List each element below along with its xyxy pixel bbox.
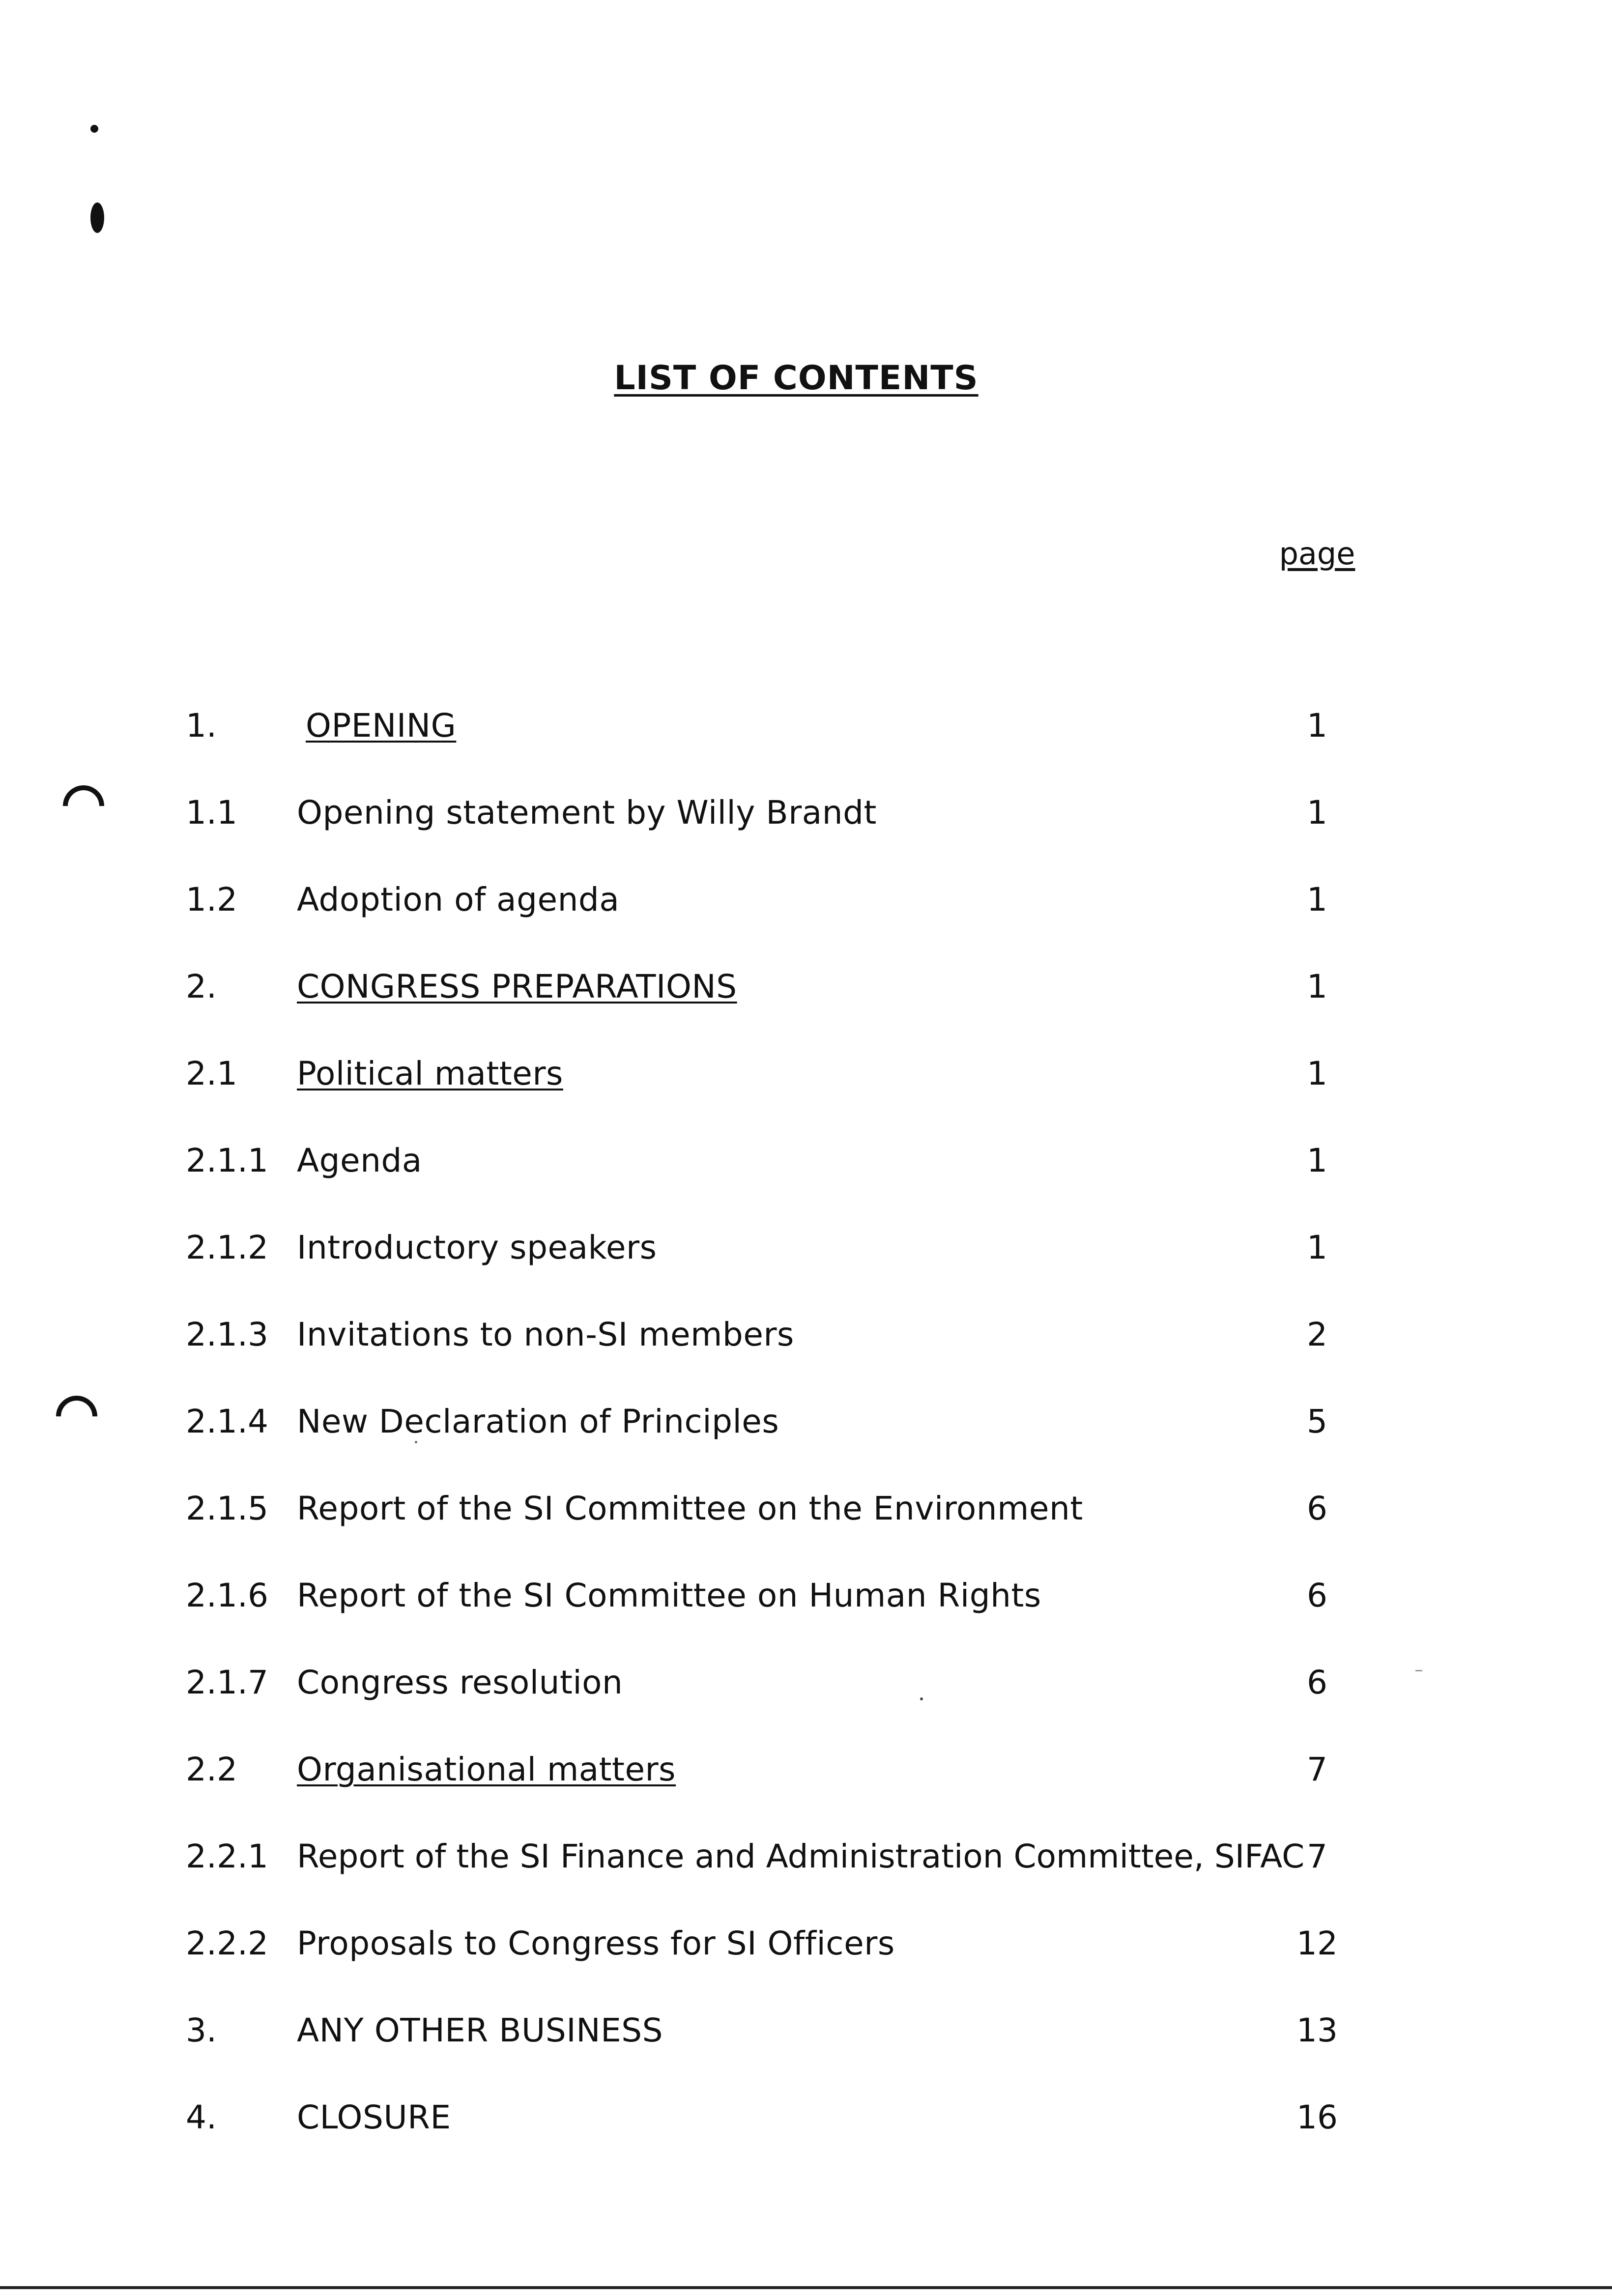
document-title: LIST OF CONTENTS xyxy=(614,359,979,398)
toc-entry-number: 2.1.7 xyxy=(186,1664,268,1701)
toc-entry xyxy=(0,1139,1612,1226)
toc-entry xyxy=(0,2095,1612,2182)
toc-entry-page: 6 xyxy=(1307,1577,1327,1614)
toc-entry-number: 2. xyxy=(186,968,217,1005)
toc-entry-page: 1 xyxy=(1307,1229,1327,1266)
toc-entry-number: 2.1.3 xyxy=(186,1316,268,1353)
toc-entry-title: Organisational matters xyxy=(297,1751,676,1788)
toc-entry-page: 7 xyxy=(1307,1751,1327,1788)
toc-entry-number: 2.1.4 xyxy=(186,1403,268,1440)
toc-entry-title: Introductory speakers xyxy=(297,1229,657,1266)
toc-entry-title: Report of the SI Finance and Administration Committee, SIFAC xyxy=(297,1837,1305,1875)
scan-dot xyxy=(90,125,98,133)
toc-entry-number: 1.2 xyxy=(186,881,237,918)
toc-entry-page: 16 xyxy=(1296,2098,1338,2136)
scan-blot xyxy=(90,202,104,233)
toc-entry-page: 2 xyxy=(1307,1316,1327,1353)
toc-entry xyxy=(0,791,1612,878)
toc-entry-number: 2.1.2 xyxy=(186,1229,268,1266)
toc-entry-title: Report of the SI Committee on Human Rights xyxy=(297,1577,1041,1614)
toc-entry-number: 2.1.1 xyxy=(186,1142,268,1179)
toc-entry-title: Report of the SI Committee on the Environment xyxy=(297,1490,1083,1527)
toc-entry-page: 1 xyxy=(1307,881,1327,918)
toc-entry xyxy=(0,1400,1612,1487)
toc-entry-title: Proposals to Congress for SI Officers xyxy=(297,1924,895,1962)
toc-entry xyxy=(0,965,1612,1052)
toc-entry-title: OPENING xyxy=(306,707,457,745)
toc-entry-title: ANY OTHER BUSINESS xyxy=(297,2011,663,2049)
page-column-header: page xyxy=(1279,536,1355,572)
table-of-contents xyxy=(0,704,1612,2182)
toc-entry-page: 6 xyxy=(1307,1490,1327,1527)
toc-entry-page: 13 xyxy=(1296,2011,1338,2049)
toc-entry-number: 2.1.6 xyxy=(186,1577,268,1614)
toc-entry-number: 2.2.1 xyxy=(186,1837,268,1875)
toc-entry-title: CONGRESS PREPARATIONS xyxy=(297,968,737,1005)
toc-entry xyxy=(0,1052,1612,1139)
toc-entry-number: 2.2 xyxy=(186,1751,237,1788)
toc-entry xyxy=(0,704,1612,791)
toc-entry-title: Invitations to non-SI members xyxy=(297,1316,794,1353)
toc-entry xyxy=(0,878,1612,965)
toc-entry-number: 2.1.5 xyxy=(186,1490,268,1527)
toc-entry xyxy=(0,1313,1612,1400)
toc-entry-number: 3. xyxy=(186,2011,217,2049)
page-bottom-edge xyxy=(0,2286,1612,2289)
toc-entry-number: 1. xyxy=(186,707,217,745)
toc-entry-page: 7 xyxy=(1307,1837,1327,1875)
toc-entry-page: 1 xyxy=(1307,968,1327,1005)
toc-entry-page: 1 xyxy=(1307,707,1327,745)
toc-entry-title: New Declaration of Principles xyxy=(297,1403,779,1440)
toc-entry-title: Opening statement by Willy Brandt xyxy=(297,794,877,832)
toc-entry xyxy=(0,1835,1612,1922)
toc-entry-page: 5 xyxy=(1307,1403,1327,1440)
toc-entry-title: Congress resolution xyxy=(297,1664,623,1701)
toc-entry-number: 2.2.2 xyxy=(186,1924,268,1962)
toc-entry-page: 1 xyxy=(1307,1142,1327,1179)
toc-entry xyxy=(0,1226,1612,1313)
toc-entry-page: 1 xyxy=(1307,1055,1327,1092)
toc-entry-title: Agenda xyxy=(297,1142,422,1179)
toc-entry-number: 4. xyxy=(186,2098,217,2136)
toc-entry-page: 12 xyxy=(1296,1924,1338,1962)
toc-entry-title: CLOSURE xyxy=(297,2098,451,2136)
toc-entry-number: 2.1 xyxy=(186,1055,237,1092)
toc-entry-title: Adoption of agenda xyxy=(297,881,620,918)
toc-entry-page: 6 xyxy=(1307,1664,1327,1701)
toc-entry xyxy=(0,1487,1612,1574)
toc-entry-title: Political matters xyxy=(297,1055,563,1092)
toc-entry xyxy=(0,1922,1612,2009)
toc-entry xyxy=(0,2009,1612,2095)
toc-entry xyxy=(0,1748,1612,1835)
toc-entry xyxy=(0,1574,1612,1661)
toc-entry-page: 1 xyxy=(1307,794,1327,832)
toc-entry-number: 1.1 xyxy=(186,794,237,832)
toc-entry xyxy=(0,1661,1612,1748)
